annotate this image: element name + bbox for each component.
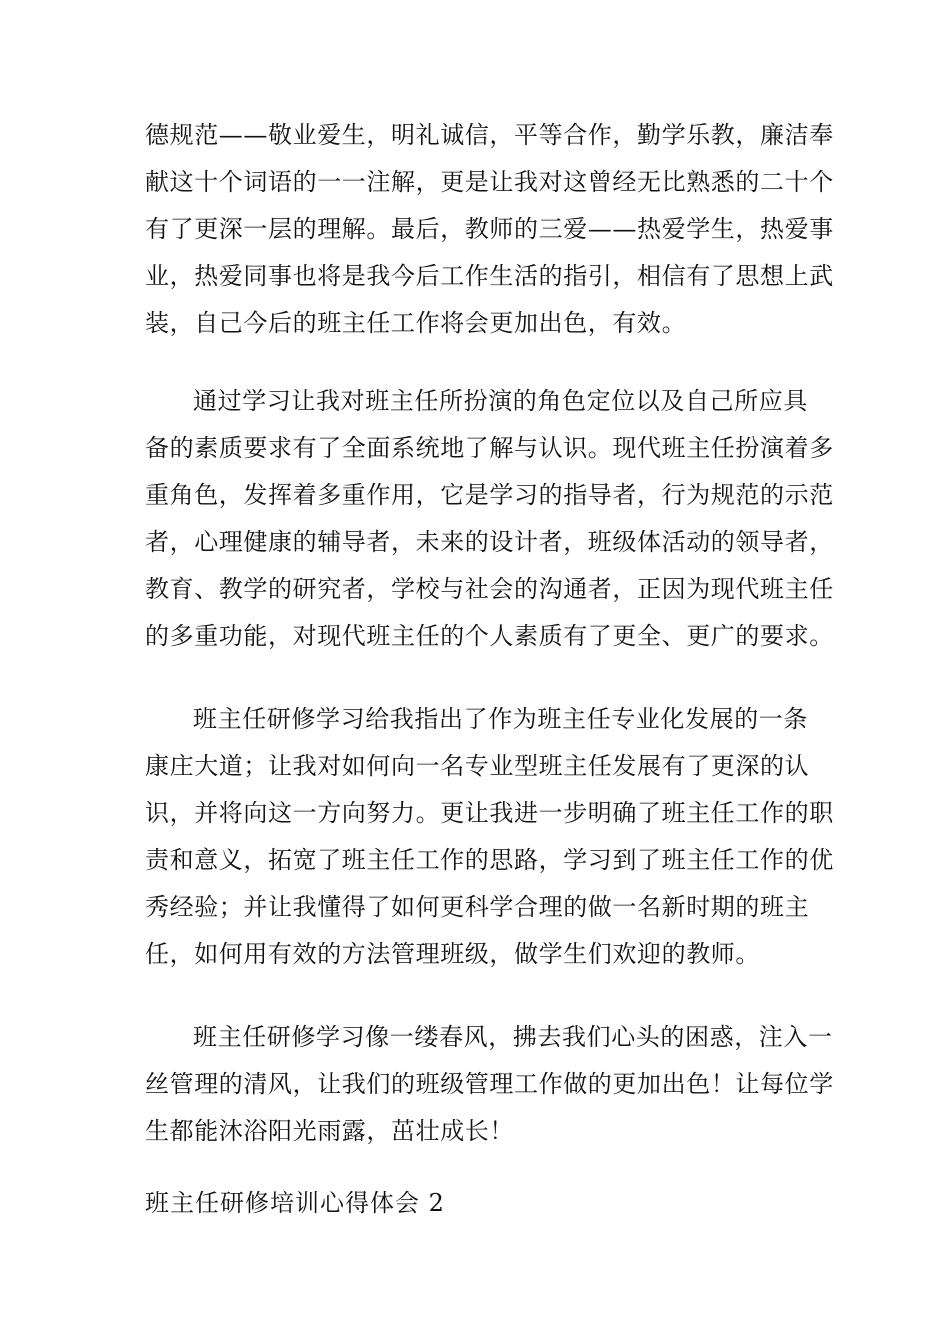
paragraph-line: 生都能沐浴阳光雨露，茁壮成长！ — [145, 1117, 514, 1145]
paragraph-2 — [145, 378, 834, 660]
paragraph-line: 任，如何用有效的方法管理班级，做学生们欢迎的教师。 — [145, 940, 760, 968]
paragraph-line: 班主任研修学习给我指出了作为班主任专业化发展的一条 — [193, 705, 808, 733]
paragraph-line: 识，并将向这一方向努力。更让我进一步明确了班主任工作的职 — [145, 799, 834, 827]
paragraph-line: 备的素质要求有了全面系统地了解与认识。现代班主任扮演着多 — [145, 434, 834, 462]
paragraph-line: 康庄大道；让我对如何向一名专业型班主任发展有了更深的认 — [145, 752, 810, 780]
paragraph-line: 责和意义，拓宽了班主任工作的思路，学习到了班主任工作的优 — [145, 846, 834, 874]
section-heading: 班主任研修培训心得体会 2 — [145, 1189, 445, 1217]
paragraph-line: 秀经验；并让我懂得了如何更科学合理的做一名新时期的班主 — [145, 893, 810, 921]
paragraph-3 — [145, 696, 834, 978]
paragraph-line: 装，自己今后的班主任工作将会更加出色，有效。 — [145, 309, 687, 337]
paragraph-line: 通过学习让我对班主任所扮演的角色定位以及自己所应具 — [193, 387, 808, 415]
paragraph-line: 业，热爱同事也将是我今后工作生活的指引，相信有了思想上武 — [145, 262, 834, 290]
paragraph-line: 的多重功能，对现代班主任的个人素质有了更全、更广的要求。 — [145, 622, 834, 650]
paragraph-line: 丝管理的清风，让我们的班级管理工作做的更加出色！让每位学 — [145, 1070, 834, 1098]
paragraph-line: 有了更深一层的理解。最后，教师的三爱——热爱学生，热爱事 — [145, 215, 834, 243]
paragraph-line: 德规范——敬业爱生，明礼诚信，平等合作，勤学乐教，廉洁奉 — [145, 121, 834, 149]
paragraph-4 — [145, 1014, 834, 1155]
paragraph-line: 重角色，发挥着多重作用，它是学习的指导者，行为规范的示范 — [145, 481, 834, 509]
paragraph-line: 教育、教学的研究者，学校与社会的沟通者，正因为现代班主任 — [145, 575, 834, 603]
paragraph-line: 者，心理健康的辅导者，未来的设计者，班级体活动的领导者， — [145, 528, 834, 556]
paragraph-line: 班主任研修学习像一缕春风，拂去我们心头的困惑，注入一 — [193, 1023, 833, 1051]
paragraph-1 — [145, 112, 834, 347]
paragraph-line: 献这十个词语的一一注解，更是让我对这曾经无比熟悉的二十个 — [145, 168, 834, 196]
